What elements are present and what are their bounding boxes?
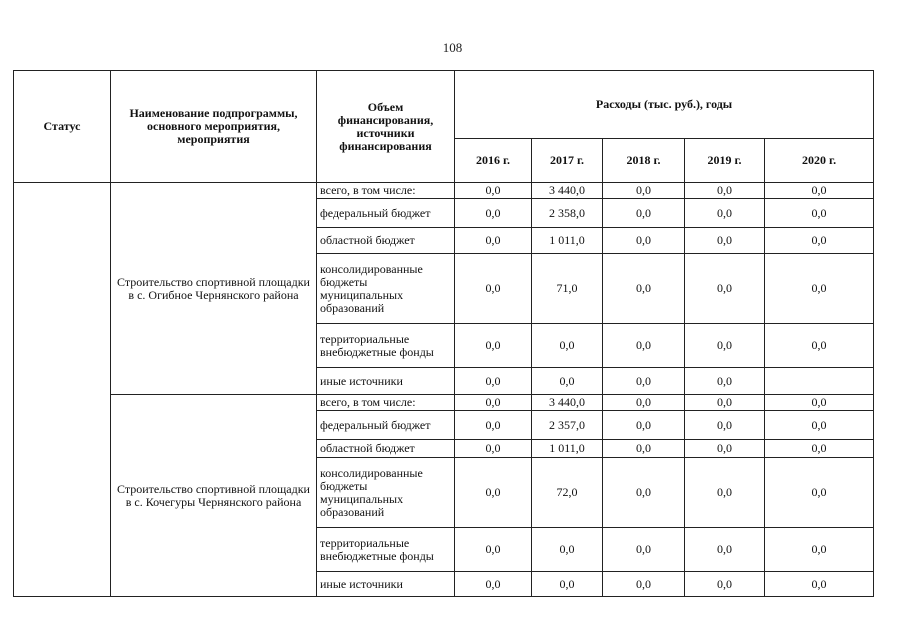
expense-value: 72,0: [532, 458, 603, 528]
expense-value: 0,0: [532, 368, 603, 395]
expense-value: 0,0: [455, 440, 532, 458]
funding-source: иные источники: [317, 572, 455, 597]
expense-value: 0,0: [765, 458, 874, 528]
status-cell: [14, 183, 111, 597]
header-name: Наименование подпрограммы, основного мероприятия, мероприятия: [111, 71, 317, 183]
expense-value: 0,0: [685, 324, 765, 368]
expense-value: 0,0: [603, 572, 685, 597]
expense-value: 0,0: [532, 324, 603, 368]
funding-source: консолидированные бюджеты муниципальных образований: [317, 254, 455, 324]
expense-value: 0,0: [685, 528, 765, 572]
expense-value: 0,0: [603, 395, 685, 411]
expense-value: 0,0: [603, 440, 685, 458]
expense-value: 0,0: [685, 183, 765, 199]
expense-value: 3 440,0: [532, 395, 603, 411]
expense-value: 0,0: [685, 199, 765, 228]
funding-source: областной бюджет: [317, 440, 455, 458]
header-status: Статус: [14, 71, 111, 183]
expense-value: 0,0: [685, 395, 765, 411]
expense-value: 0,0: [685, 254, 765, 324]
funding-source: всего, в том числе:: [317, 395, 455, 411]
funding-source: территориальные внебюджетные фонды: [317, 528, 455, 572]
expense-value: 0,0: [532, 528, 603, 572]
expense-value: 71,0: [532, 254, 603, 324]
header-funding: Объем финансирования, источники финансирования: [317, 71, 455, 183]
expense-value: 0,0: [603, 368, 685, 395]
expense-value: 1 011,0: [532, 440, 603, 458]
funding-source: федеральный бюджет: [317, 199, 455, 228]
expense-value: 0,0: [603, 199, 685, 228]
expense-value: 0,0: [603, 458, 685, 528]
expense-value: 0,0: [455, 368, 532, 395]
expense-value: 1 011,0: [532, 228, 603, 254]
expense-value: 0,0: [765, 395, 874, 411]
expense-value: 2 357,0: [532, 411, 603, 440]
expense-value: 0,0: [455, 458, 532, 528]
funding-source: территориальные внебюджетные фонды: [317, 324, 455, 368]
expense-value: 0,0: [765, 440, 874, 458]
expense-value: 0,0: [603, 254, 685, 324]
expense-value: 0,0: [603, 528, 685, 572]
expense-value: 0,0: [765, 199, 874, 228]
expense-value: 0,0: [603, 324, 685, 368]
expense-value: 0,0: [765, 254, 874, 324]
expense-value: 0,0: [455, 199, 532, 228]
expense-value: 0,0: [765, 411, 874, 440]
expense-value: 0,0: [765, 183, 874, 199]
funding-source: консолидированные бюджеты муниципальных образований: [317, 458, 455, 528]
header-year: 2018 г.: [603, 139, 685, 183]
expense-value: 0,0: [455, 411, 532, 440]
expense-value: 0,0: [685, 458, 765, 528]
expense-value: 0,0: [685, 368, 765, 395]
expense-value: 0,0: [603, 411, 685, 440]
expense-value: 0,0: [765, 572, 874, 597]
expense-value: 0,0: [685, 572, 765, 597]
expense-value: [765, 368, 874, 395]
expense-value: 0,0: [765, 528, 874, 572]
expense-value: 0,0: [765, 324, 874, 368]
table-row: [14, 183, 874, 199]
expense-value: 0,0: [455, 324, 532, 368]
header-year: 2017 г.: [532, 139, 603, 183]
activity-name: Строительство спортивной площадки в с. Кочегуры Чернянского района: [111, 395, 317, 597]
funding-source: областной бюджет: [317, 228, 455, 254]
expense-value: 0,0: [765, 228, 874, 254]
expense-value: 0,0: [455, 395, 532, 411]
expense-value: 3 440,0: [532, 183, 603, 199]
table-row: [14, 395, 874, 411]
activity-name: Строительство спортивной площадки в с. Огибное Чернянского района: [111, 183, 317, 395]
expense-value: 0,0: [685, 411, 765, 440]
expense-value: 0,0: [685, 440, 765, 458]
header-expenses: Расходы (тыс. руб.), годы: [455, 71, 874, 139]
expense-value: 0,0: [455, 228, 532, 254]
funding-source: федеральный бюджет: [317, 411, 455, 440]
expense-value: 0,0: [455, 183, 532, 199]
funding-table: [13, 70, 874, 597]
expense-value: 0,0: [455, 528, 532, 572]
funding-source: всего, в том числе:: [317, 183, 455, 199]
expense-value: 2 358,0: [532, 199, 603, 228]
expense-value: 0,0: [603, 183, 685, 199]
expense-value: 0,0: [532, 572, 603, 597]
header-year: 2020 г.: [765, 139, 874, 183]
header-year: 2019 г.: [685, 139, 765, 183]
header-year: 2016 г.: [455, 139, 532, 183]
funding-source: иные источники: [317, 368, 455, 395]
page-number: 108: [442, 40, 463, 55]
expense-value: 0,0: [603, 228, 685, 254]
expense-value: 0,0: [455, 572, 532, 597]
expense-value: 0,0: [455, 254, 532, 324]
expense-value: 0,0: [685, 228, 765, 254]
